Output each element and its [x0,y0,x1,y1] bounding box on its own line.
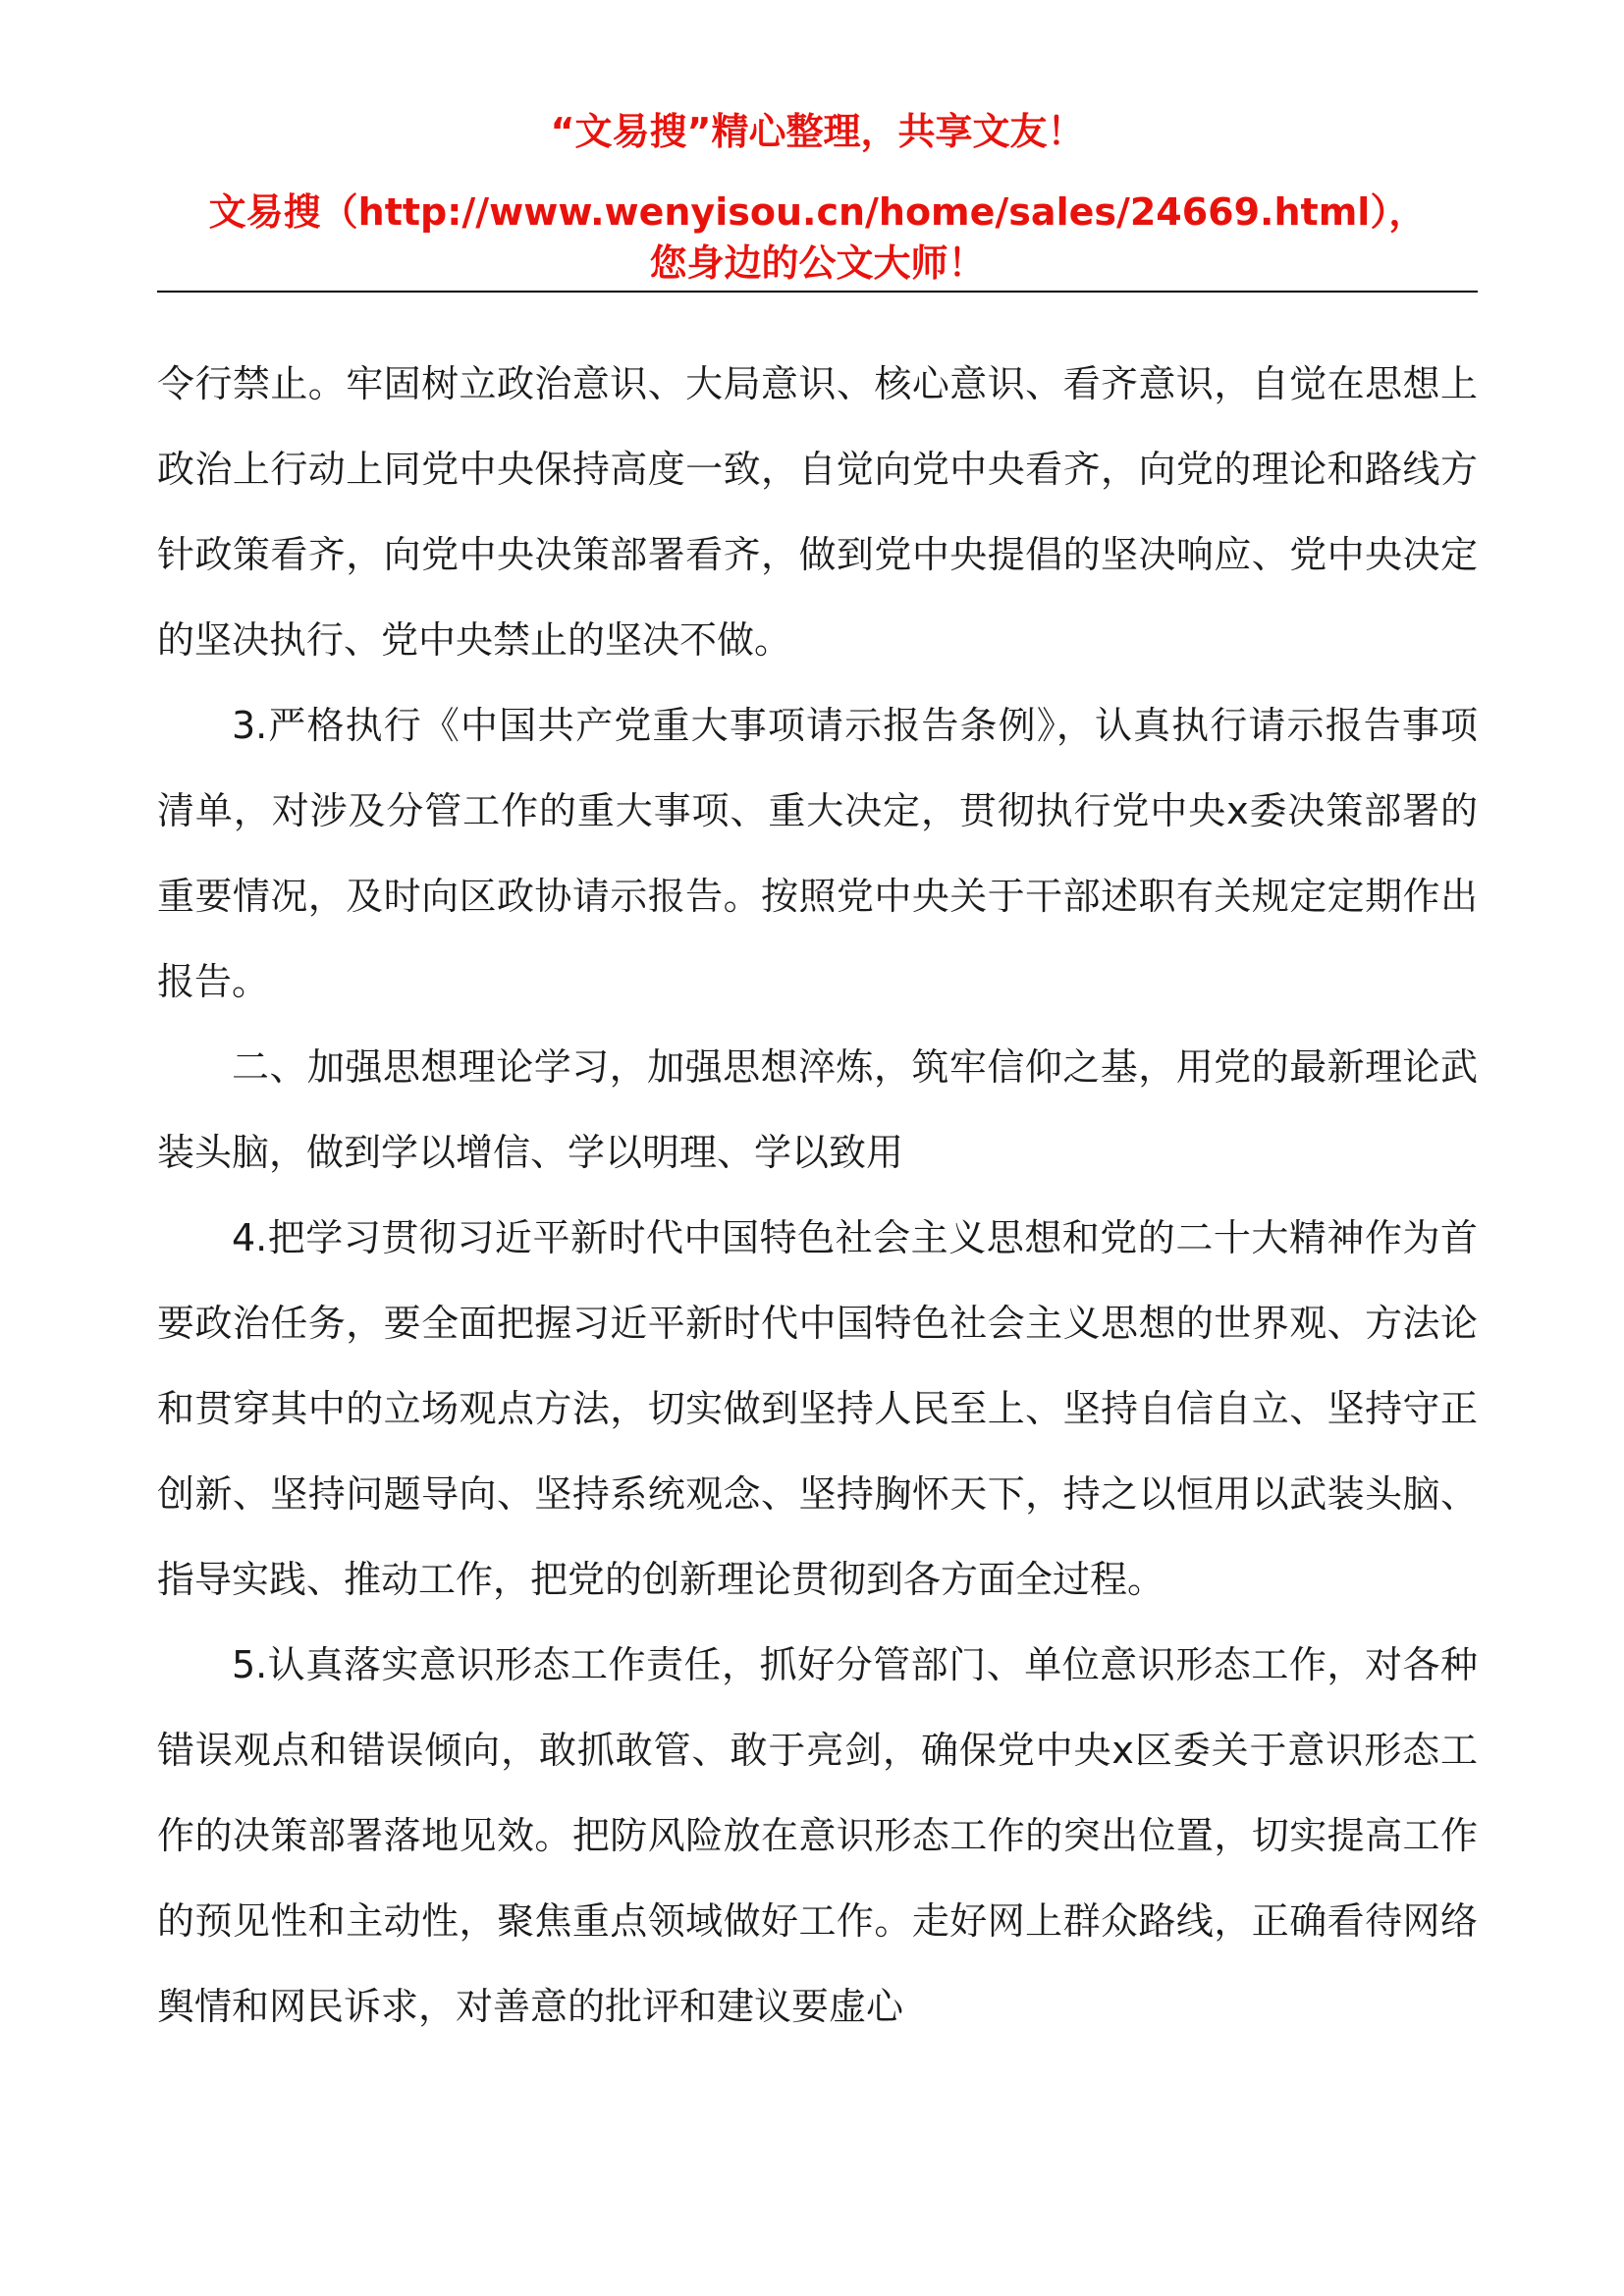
document-body [157,342,1478,2050]
paragraph-item-5: 5.认真落实意识形态工作责任，抓好分管部门、单位意识形态工作，对各种错误观点和错误倾向，敢抓敢管、敢于亮剑，确保党中央x区委关于意识形态工作的决策部署落地见效。把防风险放在意识形态工作的突出位置，切实提高工作的预见性和主动性，聚焦重点领域做好工作。走好网上群众路线，正确看待网络舆情和网民诉求，对善意的批评和建议要虚心 [157,1643,1478,2028]
header-divider [157,291,1478,293]
document-header [157,98,1478,289]
section-heading-2: 二、加强思想理论学习，加强思想淬炼，筑牢信仰之基，用党的最新理论武装头脑，做到学以增信、学以明理、学以致用 [157,1045,1478,1174]
header-tagline: 您身边的公文大师！ [649,241,986,285]
paragraph-item-4: 4.把学习贯彻习近平新时代中国特色社会主义思想和党的二十大精神作为首要政治任务，要全面把握习近平新时代中国特色社会主义思想的世界观、方法论和贯穿其中的立场观点方法，切实做到坚持人民至上、坚持自信自立、坚持守正创新、坚持问题导向、坚持系统观念、坚持胸怀天下，持之以恒用以武装头脑、指导实践、推动工作，把党的创新理论贯彻到各方面全过程。 [157,1216,1478,1601]
header-slogan: “文易搜”精心整理，共享文友！ [550,110,1085,153]
paragraph-item-3: 3.严格执行《中国共产党重大事项请示报告条例》，认真执行请示报告事项清单，对涉及分管工作的重大事项、重大决定，贯彻执行党中央x委决策部署的重要情况，及时向区政协请示报告。按照党中央关于干部述职有关规定定期作出报告。 [157,704,1478,1003]
header-source-link[interactable]: 文易搜（http://www.wenyisou.cn/home/sales/24669.html）， [208,190,1427,234]
paragraph-continuation: 令行禁止。牢固树立政治意识、大局意识、核心意识、看齐意识，自觉在思想上政治上行动上同党中央保持高度一致，自觉向党中央看齐，向党的理论和路线方针政策看齐，向党中央决策部署看齐，做到党中央提倡的坚决响应、党中央决定的坚决执行、党中央禁止的坚决不做。 [157,362,1478,662]
